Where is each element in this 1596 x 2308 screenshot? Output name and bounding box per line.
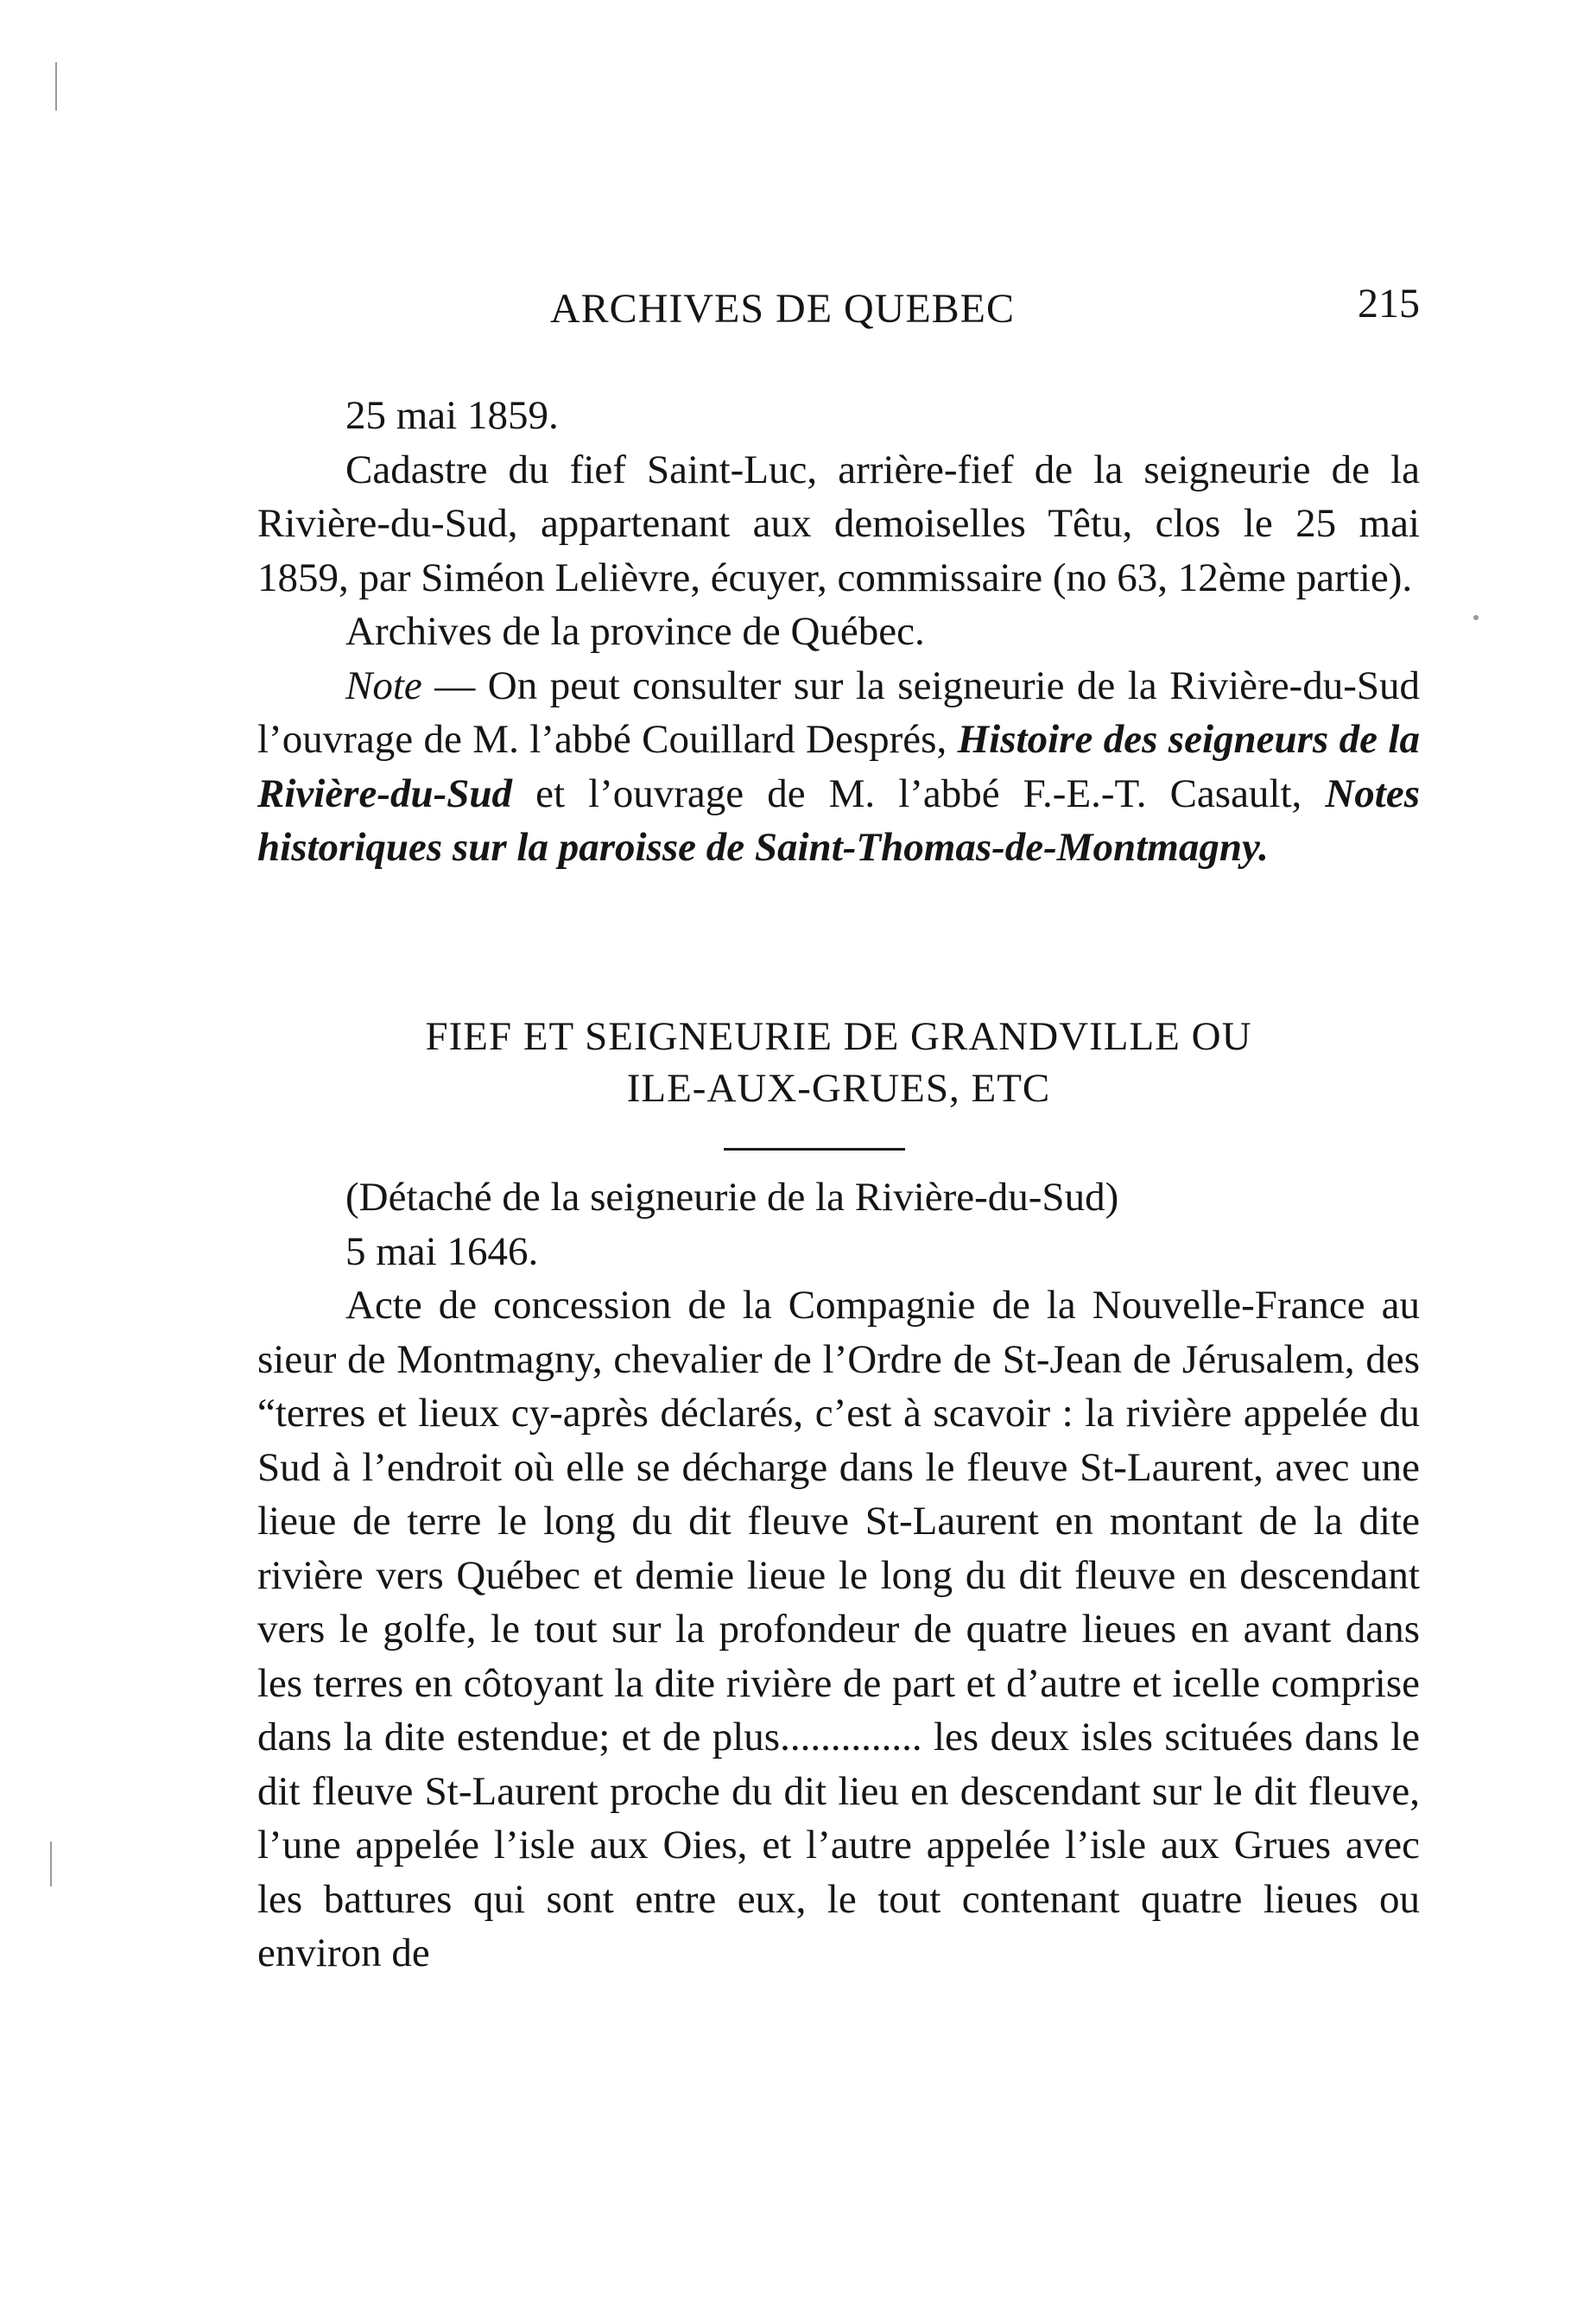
entry-grandville — [257, 1170, 1420, 1981]
book-title: Histoire des seigneurs de la Rivière-du-Sud — [257, 717, 1420, 816]
entry-saint-luc — [257, 389, 1420, 875]
section-heading — [257, 1011, 1420, 1114]
section-heading-line: FIEF ET SEIGNEURIE DE GRANDVILLE OU — [425, 1014, 1252, 1059]
note-text: et l’ouvrage de M. l’abbé F.-E.-T. Casault, — [512, 770, 1326, 816]
running-header — [259, 281, 1420, 346]
note-text: — On peut consulter sur la seigneurie de la Rivière-du-Sud l’ouvrage de M. l’abbé Couillard Després, — [257, 663, 1420, 762]
running-title: ARCHIVES DE QUEBEC — [550, 286, 1016, 332]
ellipsis: .............. — [780, 1715, 922, 1760]
acte-text: Acte de concession de la Compagnie de la Nouvelle-France au sieur de Montmagny, chevalier de l’Ordre de St-Jean de Jérusalem, des “terres et lieux cy-après déclarés, c’est à scavoir : la rivière appelée du Sud à l’endroit où elle se décharge dans le fleuve St-Laurent, avec une lieue de terre le long du dit fleuve St-Laurent en montant de la dite rivière vers Québec et demie lieue le long du dit fleuve en descendant vers le golfe, le tout sur la profondeur de quatre lieues en avant dans les terres en côtoyant la dite rivière de part et d’autre et icelle comprise dans la dite estendue; et de plus — [257, 1283, 1420, 1760]
book-title: Notes historiques sur la paroisse de Saint-Thomas-de-Montmagny. — [257, 770, 1420, 870]
page-number: 215 — [1358, 281, 1420, 327]
entry-date: 25 mai 1859. — [345, 393, 559, 438]
section-heading-line: ILE-AUX-GRUES, ETC — [626, 1066, 1051, 1111]
section-subtitle: (Détaché de la seigneurie de la Rivière-du-Sud) — [345, 1175, 1119, 1220]
note-paragraph — [257, 659, 1420, 875]
entry-date: 5 mai 1646. — [345, 1228, 539, 1274]
heading-rule — [724, 1148, 905, 1151]
acte-paragraph — [257, 1278, 1420, 1981]
note-label: Note — [345, 663, 422, 708]
acte-text: les deux isles scituées dans le dit fleuve St-Laurent proche du dit lieu en descendant sur le dit fleuve, l’une appelée l’isle aux Oies, et l’autre appelée l’isle aux Grues avec les battures qui sont entre eux, le tout contenant quatre lieues ou environ de — [257, 1715, 1420, 1975]
cadastre-paragraph: Cadastre du fief Saint-Luc, arrière-fief de la seigneurie de la Rivière-du-Sud, appartenant aux demoiselles Têtu, clos le 25 mai 1859, par Siméon Lelièvre, écuyer, commissaire (no 63, 12ème partie). — [257, 447, 1420, 600]
archive-source: Archives de la province de Québec. — [345, 609, 925, 654]
